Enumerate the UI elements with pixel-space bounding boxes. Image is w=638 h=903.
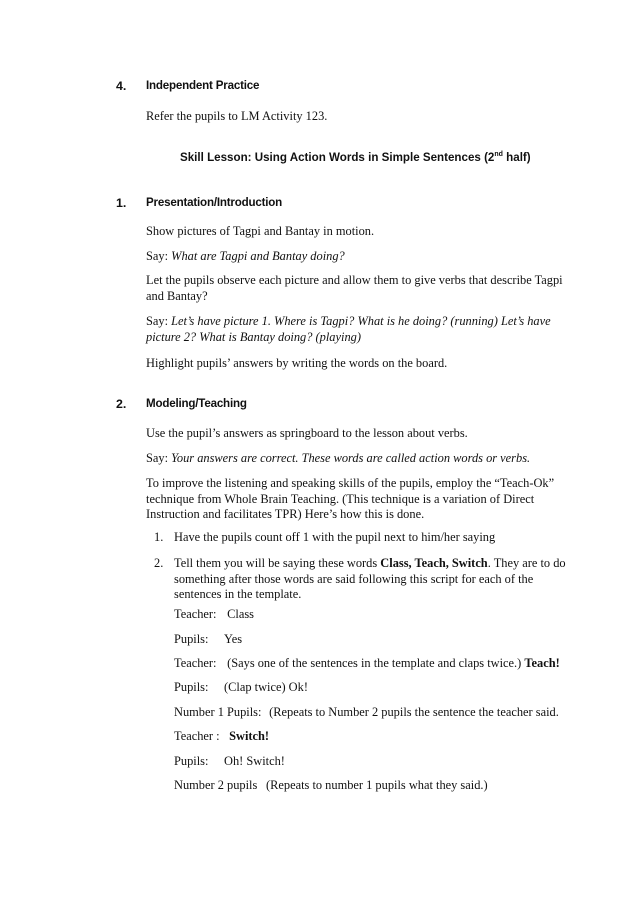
modeling-say: Say: Your answers are correct. These words are called action words or verbs. [146,451,531,465]
presentation-say2: Say: Let’s have picture 1. Where is Tagpi? What is he doing? (running) Let’s have picture 2? What is Bantay doing? (playing) [146,314,551,344]
presentation-p3: Highlight pupils’ answers by writing the words on the board. [146,356,448,370]
dialogue-line: Pupils: Yes [174,632,243,646]
section-number-independent: 4. [116,79,127,93]
modeling-p2: To improve the listening and speaking skills of the pupils, employ the “Teach-Ok” technique from Whole Brain Teaching. (This technique is a variation of Direct Instruction and facilitates TPR) Here’s how this is done. [146,476,555,521]
section-number-modeling: 2. [116,397,127,411]
step-number: 2. [154,556,164,570]
independent-practice-text: Refer the pupils to LM Activity 123. [146,109,328,123]
dialogue-line: Pupils: Oh! Switch! [174,754,285,768]
dialogue-line: Pupils: (Clap twice) Ok! [174,680,308,694]
skill-lesson-title: Skill Lesson: Using Action Words in Simple Sentences (2nd half) [180,151,531,164]
presentation-say1: Say: What are Tagpi and Bantay doing? [146,249,345,263]
step-text: Have the pupils count off 1 with the pupil next to him/her saying [174,530,496,544]
dialogue-line: Teacher: Class [174,607,254,621]
dialogue-line: Number 2 pupils (Repeats to number 1 pupils what they said.) [174,778,488,792]
dialogue-line: Number 1 Pupils: (Repeats to Number 2 pupils the sentence the teacher said. [174,705,559,719]
section-number-presentation: 1. [116,196,127,210]
presentation-p1: Show pictures of Tagpi and Bantay in motion. [146,224,375,238]
dialogue-line: Teacher: (Says one of the sentences in the template and claps twice.) Teach! [174,656,560,670]
modeling-p1: Use the pupil’s answers as springboard to the lesson about verbs. [146,426,468,440]
heading-modeling: Modeling/Teaching [146,397,247,410]
step-number: 1. [154,530,164,544]
heading-independent-practice: Independent Practice [146,79,260,92]
heading-presentation: Presentation/Introduction [146,196,283,209]
dialogue-line: Teacher : Switch! [174,729,270,743]
presentation-p2: Let the pupils observe each picture and allow them to give verbs that describe Tagpi and Bantay? [146,273,563,303]
step-text: Tell them you will be saying these words Class, Teach, Switch. They are to do something after those words are said following this script for each of the sentences in the template. [174,556,566,601]
